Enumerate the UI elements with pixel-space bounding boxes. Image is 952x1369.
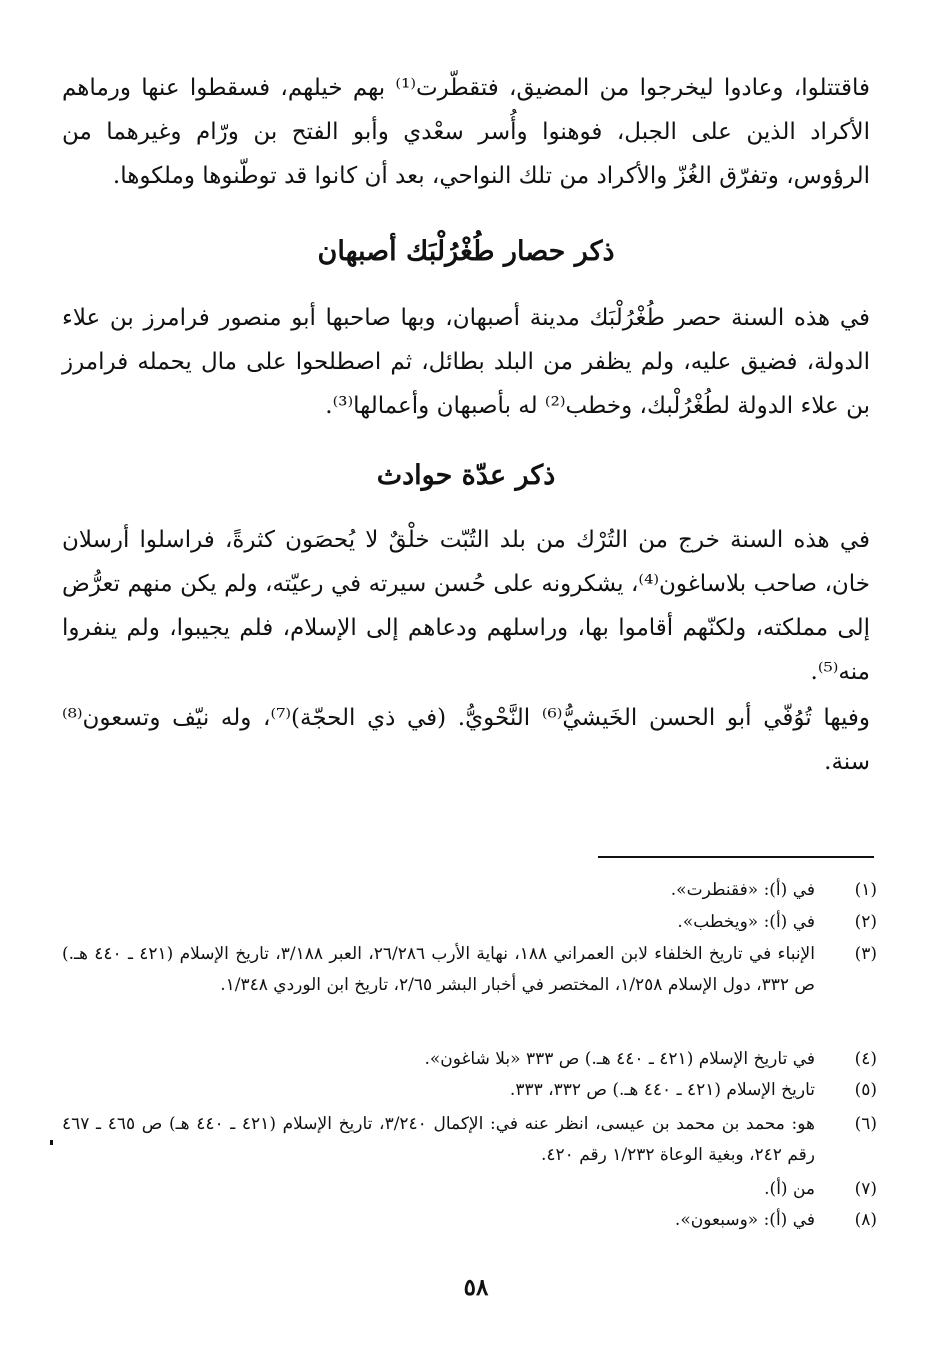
footnote-number: (١) — [854, 880, 877, 900]
footnote-text: هو: محمد بن محمد بن عيسى، انظر عنه في: الإكمال ٣/٢٤٠، تاريخ الإسلام (٤٢١ ـ ٤٤٠ هـ) ص ٤٦٥ ـ ٤٦٧ رقم ٢٤٢، وبغية الوعاة ١/٢٣٢ رقم ٤٢٠. — [62, 1114, 815, 1165]
footnote-text: في (أ): «فقنطرت». — [670, 880, 815, 900]
paragraph-continuation: فاقتتلوا، وعادوا ليخرجوا من المضيق، فتقطّرت⁽¹⁾ بهم خيلهم، فسقطوا عنها ورماهم الأكراد الذين على الجبل، فوهنوا وأُسر سعْدي وأبو الفتح بن ورّام وغيرهما من الرؤوس، وتفرّق الغُزّ والأكراد من تلك النواحي، بعد أن كانوا قد توطّنوها وملكوها. — [62, 75, 870, 189]
paragraph-turks-tibet: في هذه السنة خرج من التُرْك من بلد التُبّت خلْقٌ لا يُحصَون كثرةً، فراسلوا أرسلان خان، صاحب بلاساغون⁽⁴⁾، يشكرونه على حُسن سيرته في رعيّته، ولم يكن منهم تعرُّض إلى مملكته، ولكنّهم أقاموا بها، وراسلهم ودعاهم إلى الإسلام، فلم يجيبوا، ولم ينفروا منه⁽⁵⁾. — [62, 527, 870, 685]
footnote-text: الإنباء في تاريخ الخلفاء لابن العمراني ١٨٨، نهاية الأرب ٢٦/٢٨٦، العبر ٣/١٨٨، تاريخ الإسلام (٤٢١ ـ ٤٤٠ هـ.) ص ٣٣٢، دول الإسلام ١/٢٥٨، المختصر في أخبار البشر ٢/٦٥، تاريخ ابن الوردي ١/٣٤٨. — [62, 944, 815, 995]
footnote-7 — [62, 1174, 877, 1205]
paragraph-siege-isfahan: في هذه السنة حصر طُغْرُلْبَك مدينة أصبهان، وبها صاحبها أبو منصور فرامرز بن علاء الدولة، فضيق عليه، ولم يظفر من البلد بطائل، ثم اصطلحوا على مال يحمله فرامرز بن علاء الدولة لطُغْرُلْبك، وخطب⁽²⁾ له بأصبهان وأعمالها⁽³⁾. — [62, 305, 870, 419]
footnote-number: (٦) — [854, 1114, 877, 1134]
footnote-8 — [62, 1205, 877, 1236]
footnote-text: تاريخ الإسلام (٤٢١ ـ ٤٤٠ هـ.) ص ٣٣٢، ٣٣٣. — [509, 1080, 815, 1100]
footnote-text: من (أ). — [764, 1179, 815, 1199]
footnote-1 — [62, 875, 877, 906]
section-heading-several-events: ذكر عدّة حوادث — [376, 460, 556, 491]
footnote-3 — [62, 939, 877, 1001]
footnote-text: في تاريخ الإسلام (٤٢١ ـ ٤٤٠ هـ.) ص ٣٣٣ «بلا شاغون». — [424, 1049, 815, 1069]
footnote-number: (٨) — [854, 1210, 877, 1230]
footnote-5 — [62, 1075, 877, 1106]
footnote-separator — [598, 856, 874, 858]
footnote-4 — [62, 1044, 877, 1075]
footnote-text: في (أ): «ويخطب». — [677, 912, 815, 932]
footnote-number: (٢) — [854, 912, 877, 932]
footnote-number: (٥) — [854, 1080, 877, 1100]
paragraph-death-notice: وفيها تُوُفّي أبو الحسن الخَيشيُّ⁽⁶⁾ النَّحْويُّ. (في ذي الحجّة)⁽⁷⁾، وله نيّف وتسعون⁽⁸⁾ سنة. — [62, 705, 871, 775]
footnote-number: (٧) — [854, 1179, 877, 1199]
footnote-number: (٤) — [854, 1049, 877, 1069]
footnote-2 — [62, 907, 877, 938]
page-number: ٥٨ — [463, 1274, 489, 1301]
section-heading-siege-isfahan: ذكر حصار طُغْرُلْبَك أصبهان — [317, 236, 615, 267]
footnote-number: (٣) — [854, 944, 877, 964]
ink-speck — [50, 1140, 53, 1145]
footnote-text: في (أ): «وسبعون». — [674, 1210, 815, 1230]
footnote-6 — [62, 1109, 877, 1171]
